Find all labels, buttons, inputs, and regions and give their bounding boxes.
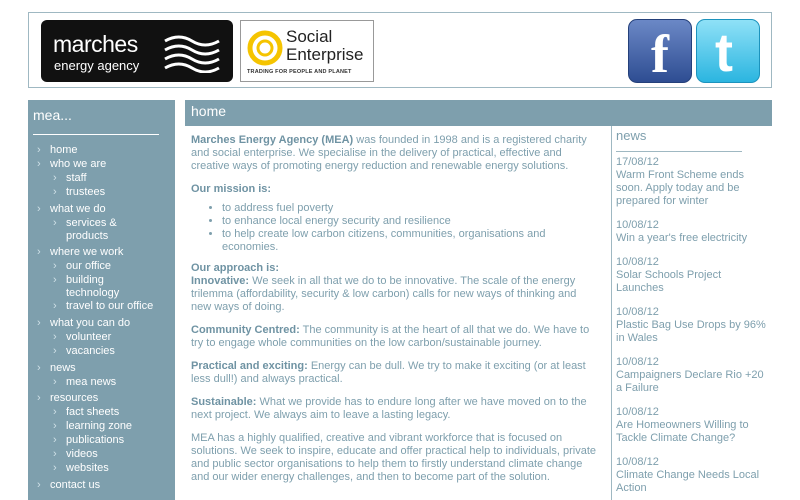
- news-date: 17/08/12: [616, 156, 659, 168]
- sidebar-item-trustees[interactable]: › trustees: [53, 186, 106, 198]
- chevron-right-icon: ›: [37, 392, 41, 404]
- sidebar-item-staff[interactable]: › staff: [53, 172, 87, 184]
- chevron-right-icon: ›: [53, 434, 57, 446]
- news-date: 10/08/12: [616, 306, 659, 318]
- news-title: news: [616, 128, 647, 143]
- chevron-right-icon: ›: [53, 462, 57, 474]
- twitter-glyph: t: [715, 23, 733, 83]
- sidebar-item-learning-zone[interactable]: › learning zone: [53, 420, 133, 432]
- news-item[interactable]: [616, 356, 768, 395]
- news-headline[interactable]: Are Homeowners Willing to Tackle Climate Change?: [616, 419, 749, 444]
- chevron-right-icon: ›: [53, 345, 57, 357]
- chevron-right-icon: ›: [37, 158, 41, 170]
- chevron-right-icon: ›: [37, 479, 41, 491]
- sidebar-item-videos[interactable]: › videos: [53, 448, 98, 460]
- news-item[interactable]: [616, 406, 768, 445]
- closing-paragraph: MEA has a highly qualified, creative and vibrant workforce that is focused on solutions. We seek to inspire, educate and offer practical help to individuals, private and public sector organisations to help them to firstly understand climate change and our wider energy challenges, and then to become part of the solution.: [191, 432, 596, 483]
- article-body: [191, 134, 599, 494]
- chevron-right-icon: ›: [53, 331, 57, 343]
- sidebar-item-where-we-work[interactable]: › where we work: [37, 246, 124, 258]
- news-date: 10/08/12: [616, 256, 659, 268]
- page-title-bar: [185, 100, 772, 126]
- sidebar-item-news[interactable]: › news: [37, 362, 76, 374]
- twitter-icon[interactable]: [696, 19, 760, 83]
- logo-main-text: marches: [53, 31, 138, 57]
- sidebar-item-fact-sheets[interactable]: › fact sheets: [53, 406, 120, 418]
- news-item[interactable]: [616, 219, 768, 245]
- facebook-icon[interactable]: [628, 19, 692, 83]
- mission-heading: Our mission is:: [191, 183, 272, 195]
- chevron-right-icon: ›: [53, 172, 57, 184]
- mea-logo[interactable]: [41, 20, 233, 82]
- list-item: • to help create low carbon citizens, communities, organisations and economies.: [222, 228, 599, 254]
- logo-sub-text: energy agency: [54, 58, 140, 73]
- news-headline[interactable]: Solar Schools Project Launches: [616, 269, 722, 294]
- chevron-right-icon: ›: [53, 186, 57, 198]
- news-item[interactable]: [616, 456, 768, 495]
- waves-icon: [163, 33, 221, 73]
- chevron-right-icon: ›: [53, 260, 57, 272]
- news-date: 10/08/12: [616, 219, 659, 231]
- mission-list: [191, 202, 599, 254]
- sidebar-item-mea-news[interactable]: › mea news: [53, 376, 117, 388]
- social-enterprise-logo[interactable]: [240, 20, 374, 82]
- news-date: 10/08/12: [616, 456, 659, 468]
- sidebar-item-publications[interactable]: › publications: [53, 434, 125, 446]
- chevron-right-icon: ›: [53, 274, 57, 286]
- sidebar-divider: [33, 134, 159, 135]
- chevron-right-icon: ›: [53, 376, 57, 388]
- news-divider: [616, 151, 742, 152]
- community-paragraph: Community Centred: The community is at the heart of all that we do. We have to try to engage whole communities on the low carbon/sustainable journey.: [191, 324, 590, 349]
- sidebar-title: mea...: [33, 107, 72, 123]
- sidebar-item-services[interactable]: › services & products: [53, 217, 117, 242]
- news-item[interactable]: [616, 156, 768, 208]
- news-headline[interactable]: Plastic Bag Use Drops by 96% in Wales: [616, 319, 766, 344]
- news-headline[interactable]: Climate Change Needs Local Action: [616, 469, 760, 494]
- sidebar-item-who-we-are[interactable]: › who we are: [37, 158, 107, 170]
- sidebar-item-home[interactable]: › home: [37, 144, 78, 156]
- se-line1: Social: [286, 27, 333, 46]
- site-header: [28, 12, 772, 88]
- sidebar-item-travel[interactable]: › travel to our office: [53, 300, 154, 312]
- se-line2: Enterprise: [286, 45, 364, 64]
- sidebar-item-what-we-do[interactable]: › what we do: [37, 203, 106, 215]
- news-headline[interactable]: Win a year's free electricity: [616, 232, 748, 244]
- list-item: • to enhance local energy security and resilience: [222, 215, 599, 228]
- chevron-right-icon: ›: [37, 144, 41, 156]
- sidebar-item-contact-us[interactable]: › contact us: [37, 479, 101, 491]
- chevron-right-icon: ›: [53, 300, 57, 312]
- main-content: [185, 100, 772, 500]
- news-date: 10/08/12: [616, 356, 659, 368]
- list-item: • to address fuel poverty: [222, 202, 599, 215]
- sidebar-item-volunteer[interactable]: › volunteer: [53, 331, 112, 343]
- page-title: home: [191, 103, 227, 119]
- chevron-right-icon: ›: [53, 448, 57, 460]
- news-headline[interactable]: Campaigners Declare Rio +20 a Failure: [616, 369, 764, 394]
- chevron-right-icon: ›: [53, 420, 57, 432]
- news-item[interactable]: [616, 306, 768, 345]
- sidebar-nav: [28, 100, 175, 500]
- sustainable-paragraph: Sustainable: What we provide has to endure long after we have moved on to the next project. We always aim to leave a lasting legacy.: [191, 396, 587, 421]
- se-tagline: TRADING FOR PEOPLE AND PLANET: [247, 69, 352, 75]
- sidebar-item-vacancies[interactable]: › vacancies: [53, 345, 115, 357]
- sidebar-item-building-technology[interactable]: › building technology: [53, 274, 120, 299]
- sun-icon: [247, 30, 283, 66]
- sidebar-item-what-you-can-do[interactable]: › what you can do: [37, 317, 131, 329]
- approach-paragraph: Our approach is: Innovative: We seek in all that we do to be innovative. The scale of the energy trilemma (affordability, security & low carbon) calls for new ways of thinking and new ways of doing.: [191, 262, 577, 313]
- sidebar-item-our-office[interactable]: › our office: [53, 260, 112, 272]
- intro-paragraph: Marches Energy Agency (MEA) was founded in 1998 and is a registered charity and social enterprise. We specialise in the delivery of practical, effective and creative ways of promoting energy reduction and renewable energy solutions.: [191, 134, 587, 172]
- news-date: 10/08/12: [616, 406, 659, 418]
- column-divider: [611, 126, 612, 500]
- chevron-right-icon: ›: [37, 317, 41, 329]
- chevron-right-icon: ›: [53, 406, 57, 418]
- chevron-right-icon: ›: [53, 217, 57, 229]
- chevron-right-icon: ›: [37, 362, 41, 374]
- sidebar-item-resources[interactable]: › resources: [37, 392, 99, 404]
- facebook-glyph: f: [651, 24, 669, 84]
- news-item[interactable]: [616, 256, 768, 295]
- chevron-right-icon: ›: [37, 246, 41, 258]
- news-headline[interactable]: Warm Front Scheme ends soon. Apply today and be prepared for winter: [616, 169, 744, 207]
- chevron-right-icon: ›: [37, 203, 41, 215]
- practical-paragraph: Practical and exciting: Energy can be dull. We try to make it exciting (or at least less dull!) and always practical.: [191, 360, 586, 385]
- sidebar-item-websites[interactable]: › websites: [53, 462, 109, 474]
